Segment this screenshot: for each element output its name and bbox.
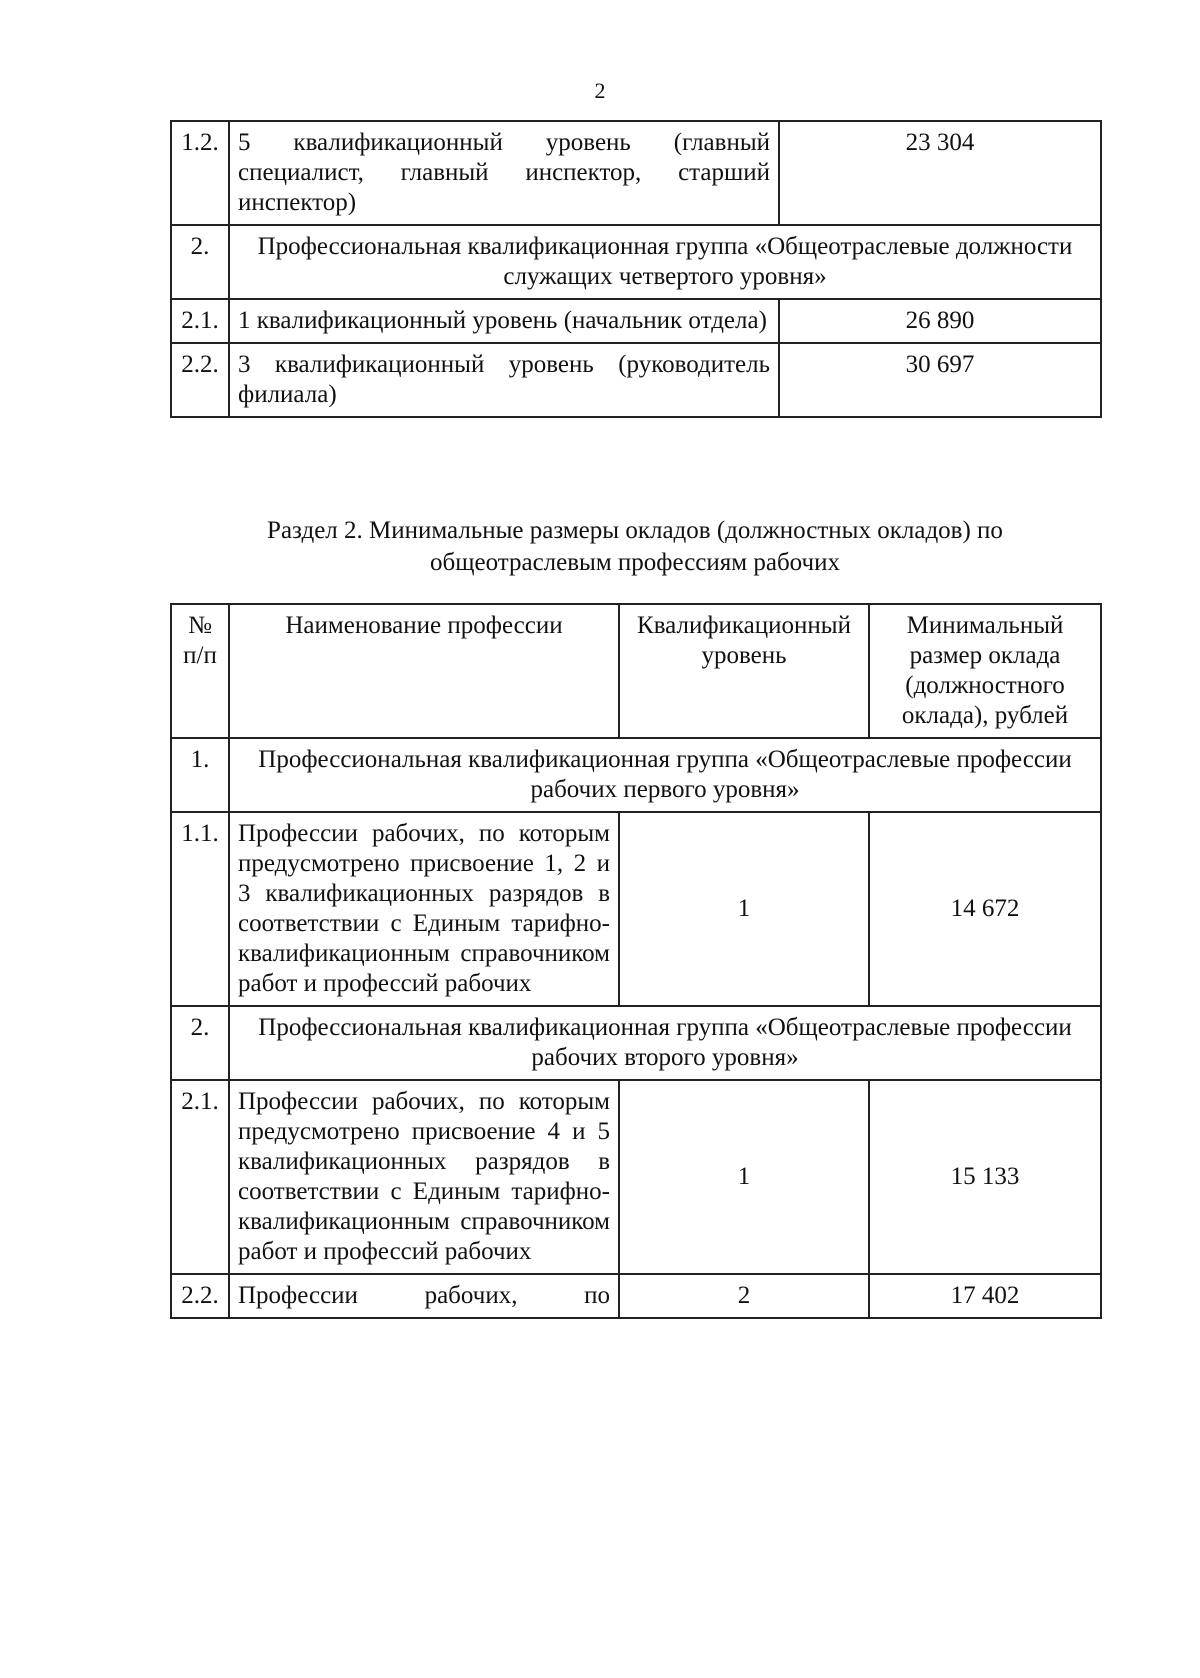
row-number: 2. xyxy=(171,225,229,299)
qualification-level: 1 xyxy=(619,812,869,1006)
salary-value: 23 304 xyxy=(779,121,1101,225)
group-title: Профессиональная квалификационная группа «Общеотраслевые профессии рабочих первого уровня» xyxy=(229,738,1101,812)
header-salary: Минимальный размер оклада (должностного оклада), рублей xyxy=(869,604,1101,738)
section-title-line2: общеотраслевым профессиям рабочих xyxy=(430,549,840,576)
row-number: 2.1. xyxy=(171,299,229,343)
salary-value: 17 402 xyxy=(869,1274,1101,1318)
row-number: 2. xyxy=(171,1006,229,1080)
profession-name: Профессии рабочих, по которым предусмотрено присвоение 1, 2 и 3 квалификационных разрядов в соответствии с Единым тарифно-квалификационным справочником работ и профессий рабочих xyxy=(229,812,619,1006)
header-number: № п/п xyxy=(171,604,229,738)
row-number: 2.2. xyxy=(171,1274,229,1318)
row-number: 1. xyxy=(171,738,229,812)
row-number: 2.2. xyxy=(171,343,229,417)
group-title: Профессиональная квалификационная группа «Общеотраслевые профессии рабочих второго уровня» xyxy=(229,1006,1101,1080)
salary-table-part1 xyxy=(170,120,1102,418)
position-name: 3 квалификационный уровень (руководитель филиала) xyxy=(229,343,779,417)
group-row xyxy=(171,225,1101,299)
profession-name: Профессии рабочих, по которым предусмотрено присвоение 4 и 5 квалификационных разрядов в соответствии с Единым тарифно-квалификационным справочником работ и профессий рабочих xyxy=(229,1080,619,1274)
salary-value: 30 697 xyxy=(779,343,1101,417)
salary-table-workers xyxy=(170,603,1102,1319)
section-title xyxy=(170,515,1100,579)
group-row xyxy=(171,1006,1101,1080)
salary-value: 26 890 xyxy=(779,299,1101,343)
page-number: 2 xyxy=(594,78,606,103)
row-number: 1.2. xyxy=(171,121,229,225)
table-row xyxy=(171,121,1101,225)
row-number: 2.1. xyxy=(171,1080,229,1274)
profession-name: Профессии рабочих, по xyxy=(229,1274,619,1318)
table-header-row xyxy=(171,604,1101,738)
qualification-level: 2 xyxy=(619,1274,869,1318)
header-profession: Наименование профессии xyxy=(229,604,619,738)
group-row xyxy=(171,738,1101,812)
salary-value: 15 133 xyxy=(869,1080,1101,1274)
table-row xyxy=(171,299,1101,343)
table-row xyxy=(171,1080,1101,1274)
position-name: 5 квалификационный уровень (главный специалист, главный инспектор, старший инспектор) xyxy=(229,121,779,225)
table-row xyxy=(171,1274,1101,1318)
table-row xyxy=(171,812,1101,1006)
table-row xyxy=(171,343,1101,417)
qualification-level: 1 xyxy=(619,1080,869,1274)
salary-value: 14 672 xyxy=(869,812,1101,1006)
section-title-line1: Раздел 2. Минимальные размеры окладов (должностных окладов) по xyxy=(267,517,1003,544)
position-name: 1 квалификационный уровень (начальник отдела) xyxy=(229,299,779,343)
row-number: 1.1. xyxy=(171,812,229,1006)
group-title: Профессиональная квалификационная группа «Общеотраслевые должности служащих четвертого уровня» xyxy=(229,225,1101,299)
header-level: Квалификационный уровень xyxy=(619,604,869,738)
